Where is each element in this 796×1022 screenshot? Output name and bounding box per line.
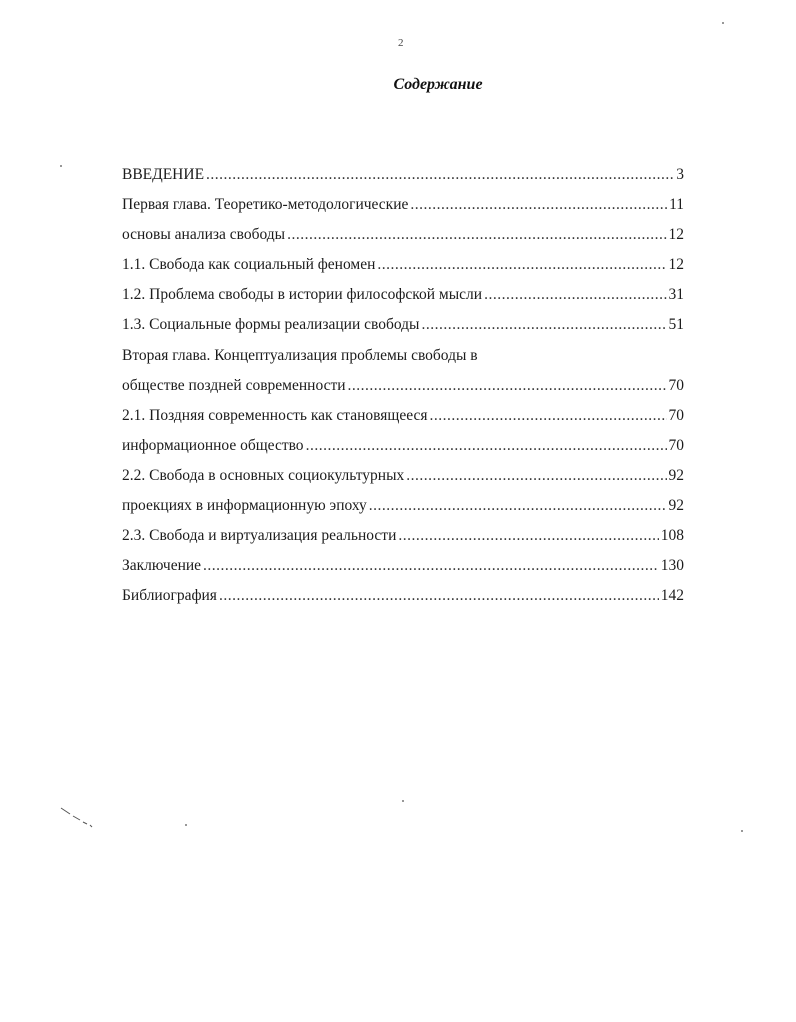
toc-entry-page: 3	[676, 166, 684, 183]
dot-leader	[410, 190, 667, 220]
toc-entry-label: 1.1. Свобода как социальный феномен	[122, 256, 376, 274]
scan-speck	[741, 830, 743, 832]
toc-entry-page: 70	[668, 436, 684, 454]
dot-leader	[421, 310, 666, 340]
dot-leader	[369, 491, 667, 521]
toc-entry-chapter-1	[122, 190, 684, 220]
toc-entry-chapter-2-cont	[122, 371, 684, 401]
toc-entry-page: 70	[668, 376, 684, 394]
toc-entry-label: обществе поздней современности	[122, 376, 346, 394]
dot-leader	[484, 280, 666, 310]
dot-leader	[348, 371, 667, 401]
toc-entry-label: основы анализа свободы	[122, 226, 286, 244]
dot-leader	[203, 551, 659, 581]
toc-entry-bibliography	[122, 581, 684, 611]
toc-entry-page: 31	[668, 286, 684, 304]
toc-entry-page: 12	[668, 256, 684, 274]
toc-entry-label: ВВЕДЕНИЕ	[122, 166, 205, 183]
toc-entry-section-2-3	[122, 521, 684, 551]
toc-entry-page: 51	[668, 316, 684, 334]
dot-leader	[306, 431, 667, 461]
toc-entry-label: 2.3. Свобода и виртуализация реальности	[122, 527, 397, 545]
toc-entry-label: проекциях в информационную эпоху	[122, 497, 367, 515]
table-of-contents	[122, 160, 684, 611]
toc-entry-label: 2.1. Поздняя современность как становящееся	[122, 406, 428, 424]
dot-leader	[206, 160, 674, 190]
toc-title: Содержание	[393, 76, 483, 93]
scan-speck	[60, 165, 62, 167]
scan-speck	[185, 824, 187, 826]
toc-entry-page: 130	[660, 557, 684, 575]
toc-entry-page: 92	[668, 497, 684, 515]
toc-entry-chapter-1-cont	[122, 220, 684, 250]
toc-entry-page: 108	[660, 527, 684, 545]
toc-entry-label: информационное общество	[122, 436, 304, 454]
toc-entry-label: Заключение	[122, 557, 202, 575]
toc-entry-page: 11	[669, 196, 684, 214]
toc-entry-page: 92	[668, 466, 684, 484]
toc-entry-section-2-1-cont	[122, 431, 684, 461]
scan-speck	[402, 800, 404, 802]
dot-leader	[219, 581, 659, 611]
toc-entry-label: Вторая глава. Концептуализация проблемы свободы в	[122, 346, 478, 364]
toc-entry-page: 142	[660, 587, 684, 605]
toc-entry-label: Первая глава. Теоретико-методологические	[122, 196, 409, 214]
toc-entry-section-1-2	[122, 280, 684, 310]
toc-entry-label: Библиография	[122, 587, 217, 605]
scan-mark	[60, 806, 94, 828]
toc-entry-section-2-2-cont	[122, 491, 684, 521]
dot-leader	[377, 250, 666, 280]
toc-entry-label: 2.2. Свобода в основных социокультурных	[122, 466, 405, 484]
toc-entry-section-2-1	[122, 401, 684, 431]
toc-entry-page: 70	[668, 406, 684, 424]
dot-leader	[398, 521, 658, 551]
toc-entry-introduction	[122, 160, 684, 190]
dot-leader	[287, 220, 666, 250]
toc-entry-label: 1.3. Социальные формы реализации свободы	[122, 316, 420, 334]
page-number: 2	[398, 37, 404, 49]
toc-entry-conclusion	[122, 551, 684, 581]
toc-entry-page: 12	[668, 226, 684, 244]
dot-leader	[406, 461, 666, 491]
toc-entry-chapter-2	[122, 341, 684, 371]
toc-entry-section-2-2	[122, 461, 684, 491]
scan-speck	[722, 22, 724, 24]
toc-entry-label: 1.2. Проблема свободы в истории философской мысли	[122, 286, 483, 304]
toc-entry-section-1-1	[122, 250, 684, 280]
toc-entry-section-1-3	[122, 310, 684, 340]
dot-leader	[430, 401, 667, 431]
